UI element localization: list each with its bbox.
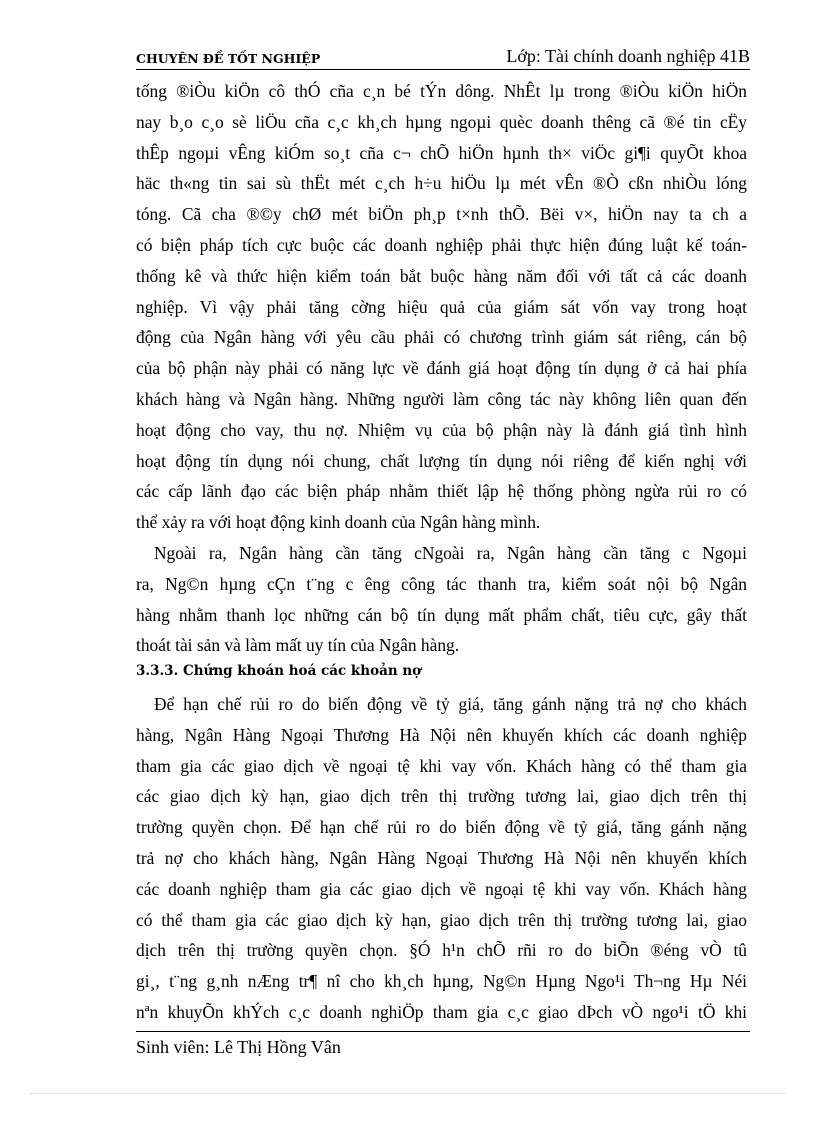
page-bottom-edge: [30, 1093, 786, 1094]
footer-divider: [136, 1031, 750, 1032]
text-line: thể xảy ra với hoạt động kinh doanh của Ngân hàng mình.: [136, 512, 541, 533]
text-line: gi¸, t¨ng g¸nh nÆng tr¶ nî cho kh¸ch hµng, Ng©n Hµng Ngo¹i Th¬ng Hµ Néi: [136, 971, 747, 992]
text-line: tóng. Cã cha ®©y chØ mét biÖn ph¸p t×nh thÕ. Bëi v×, hiÖn nay ta ch a: [136, 204, 747, 225]
text-line: các giao dịch kỳ hạn, giao dịch trên thị trường tương lai, giao dịch trên thị: [136, 786, 747, 807]
text-line: của bộ phận này phải có năng lực về đánh giá hoạt động tín dụng ở cả hai phía: [136, 358, 747, 379]
text-line: nªn khuyÕn khÝch c¸c doanh nghiÖp tham gia c¸c giao dÞch vÒ ngo¹i tÖ khi: [136, 1001, 747, 1022]
section-heading: 3.3.3. Chứng khoán hoá các khoản nợ: [136, 663, 422, 679]
footer-student: Sinh viên: Lê Thị Hồng Vân: [136, 1037, 341, 1057]
section-body-text: [136, 689, 747, 1028]
text-line: động của Ngân hàng với yêu cầu phải có chương trình giám sát riêng, cán bộ: [136, 327, 747, 348]
header-divider: [136, 69, 750, 70]
text-line: các cấp lãnh đạo các biện pháp nhằm thiết lập hệ thống phòng ngừa rủi ro có: [136, 481, 747, 502]
text-line: thÊp ngoµi vÊng kiÓm so¸t cña c¬ chÕ hiÖn hµnh th× viÖc gi¶i quyÕt khoa: [136, 142, 747, 163]
text-line: có biện pháp tích cực buộc các doanh nghiệp phải thực hiện đúng luật kế toán-: [136, 234, 747, 255]
text-line: có thể tham gia các giao dịch kỳ hạn, giao dịch trên thị trường tương lai, giao: [136, 909, 747, 930]
text-line: hoạt động tín dụng nói chung, chất lượng tín dụng nói riêng để kiến nghị với: [136, 450, 747, 471]
text-line: Để hạn chế rủi ro do biến động về tỷ giá, tăng gánh nặng trả nợ cho khách: [154, 694, 747, 714]
text-line: hàng, Ngân Hàng Ngoại Thương Hà Nội nên khuyến khích các doanh nghiệp: [136, 724, 747, 745]
text-line: thoát tài sản và làm mất uy tín của Ngân hàng.: [136, 635, 460, 656]
text-line: ra, Ng©n hµng cÇn t¨ng c êng công tác thanh tra, kiểm soát nội bộ Ngân: [136, 573, 747, 594]
text-line: häc th«ng tin sai sù thËt mét c¸ch h÷u hiÖu lµ mét vÊn ®Ò cßn nhiÒu lóng: [136, 173, 747, 194]
text-line: tống ®iÒu kiÖn cô thÓ cña c¸n bé tÝn dông. NhÊt lµ trong ®iÒu kiÖn hiÖn: [136, 81, 747, 101]
text-line: nay b¸o c¸o sè liÖu cña c¸c kh¸ch hµng ngoµi quèc doanh thêng cã ®é tin cËy: [136, 111, 747, 132]
text-line: các doanh nghiệp tham gia các giao dịch về ngoại tệ khi vay vốn. Khách hàng: [136, 878, 747, 899]
header-class: Lớp: Tài chính doanh nghiệp 41B: [506, 46, 750, 66]
text-line: hàng nhằm thanh lọc những cán bộ tín dụng mất phẩm chất, tiêu cực, gây thất: [136, 604, 747, 625]
header-title: CHUYÊN ĐỀ TỐT NGHIỆP: [136, 51, 321, 66]
text-line: thống kê và thức hiện kiểm toán bắt buộc hàng năm đối với tất cả các doanh: [136, 265, 747, 286]
body-text: [136, 76, 747, 661]
text-line: tham gia các giao dịch về ngoại tệ khi vay vốn. Khách hàng có thể tham gia: [136, 755, 747, 776]
text-line: khách hàng và Ngân hàng. Những người làm công tác này không liên quan đến: [136, 388, 747, 409]
text-line: trường quyền chọn. Để hạn chế rủi ro do biến động về tỷ giá, tăng gánh nặng: [136, 817, 747, 838]
text-line: trả nợ cho khách hàng, Ngân Hàng Ngoại Thương Hà Nội nên khuyến khích: [136, 847, 747, 868]
text-line: nghiệp. Vì vậy phải tăng cờng hiệu quả của giám sát vốn vay trong hoạt: [136, 296, 747, 317]
text-line: Ngoài ra, Ngân hàng cần tăng cNgoài ra, Ngân hàng cần tăng c Ngoµi: [154, 542, 747, 563]
text-line: hoạt động cho vay, thu nợ. Nhiệm vụ của bộ phận này là đánh giá tình hình: [136, 419, 747, 440]
text-line: dịch trên thị trường quyền chọn. §Ó h¹n chÕ rñi ro do biÕn ®éng vÒ tû: [136, 940, 747, 961]
